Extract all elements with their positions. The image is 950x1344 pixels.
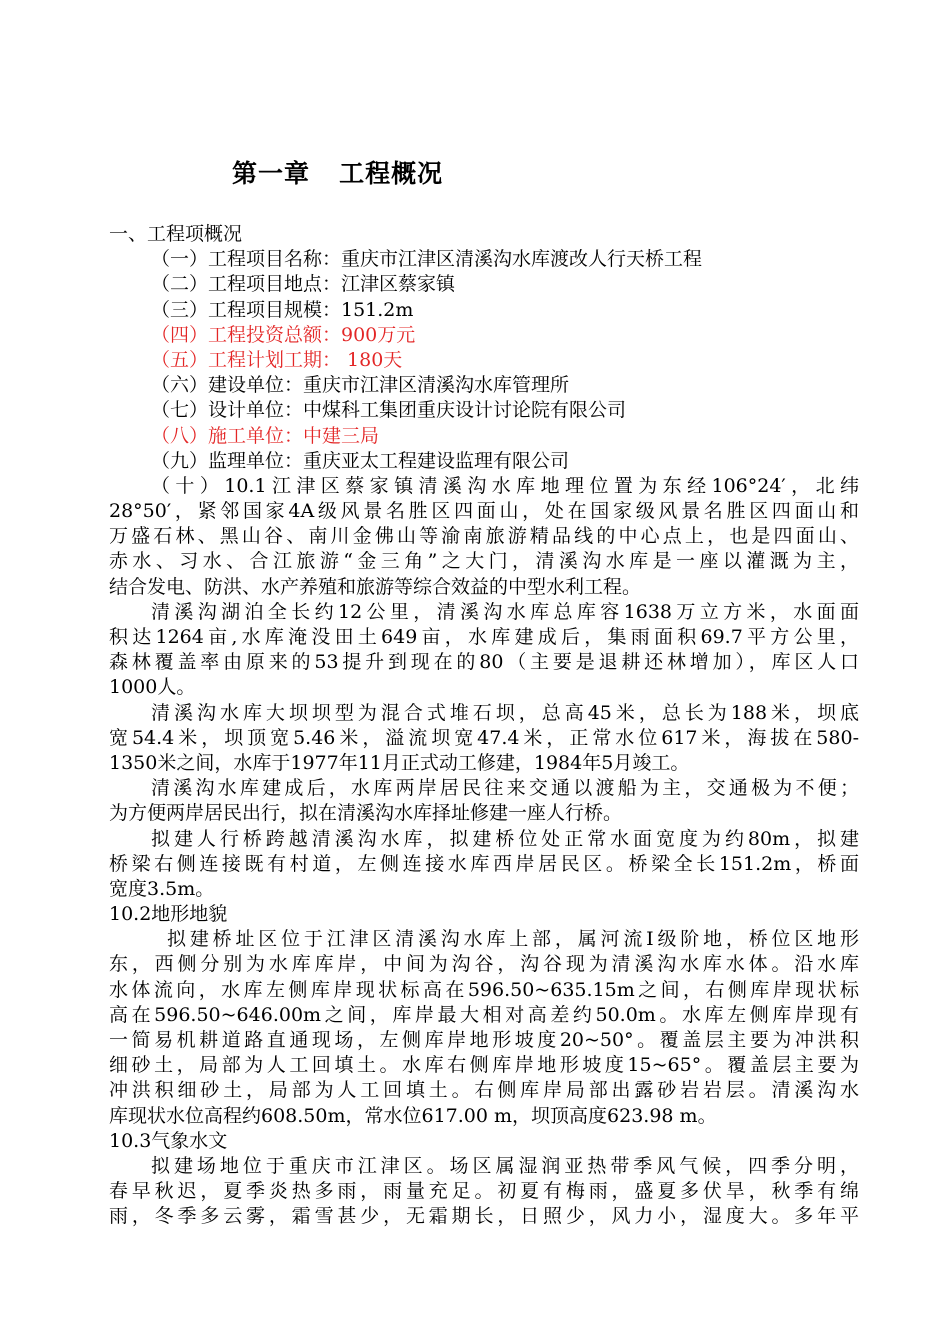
paragraph-line: 1000人。 [109, 676, 196, 699]
paragraph-line: 桥梁右侧连接既有村道，左侧连接水库西岸居民区。桥梁全长151.2m，桥面 [109, 852, 859, 875]
paragraph-line: 拟建桥址区位于江津区清溪沟水库上部，属河流Ⅰ级阶地，桥位区地形 [167, 928, 859, 951]
project-item-highlight: （四）工程投资总额：900万元 [151, 323, 416, 346]
subsection-heading-terrain: 10.2地形地貌 [109, 903, 228, 926]
paragraph-line: 春早秋迟，夏季炎热多雨，雨量充足。初夏有梅雨，盛夏多伏旱，秋季有绵 [109, 1180, 859, 1203]
project-item: （一）工程项目名称：重庆市江津区清溪沟水库渡改人行天桥工程 [151, 248, 703, 271]
project-item: （九）监理单位：重庆亚太工程建设监理有限公司 [151, 449, 570, 472]
project-item: （二）工程项目地点：江津区蔡家镇 [151, 273, 456, 296]
paragraph-line: 宽度3.5m。 [109, 877, 215, 900]
paragraph-line: 为方便两岸居民出行，拟在清溪沟水库择址修建一座人行桥。 [109, 802, 623, 825]
project-item: （六）建设单位：重庆市江津区清溪沟水库管理所 [151, 374, 570, 397]
paragraph-line: （十）10.1江津区蔡家镇清溪沟水库地理位置为东经106°24′，北纬 [151, 474, 859, 497]
chapter-title: 第一章 工程概况 [232, 159, 444, 188]
project-items [109, 247, 859, 474]
paragraph-line: 库现状水位高程约608.50m，常水位617.00 m，坝顶高度623.98 m。 [109, 1104, 717, 1127]
paragraph-location [109, 474, 859, 600]
project-item-highlight: （八）施工单位：中建三局 [151, 424, 380, 447]
paragraph-line: 结合发电、防洪、水产养殖和旅游等综合效益的中型水利工程。 [109, 575, 642, 598]
paragraph-line: 清溪沟水库建成后，水库两岸居民往来交通以渡船为主，交通极为不便； [151, 777, 859, 800]
paragraph-line: 拟建人行桥跨越清溪沟水库，拟建桥位处正常水面宽度为约80m，拟建 [151, 827, 859, 850]
subsection-heading-climate: 10.3气象水文 [109, 1129, 228, 1152]
document-body [109, 222, 859, 1230]
paragraph-terrain [109, 927, 859, 1129]
project-item: （七）设计单位：中煤科工集团重庆设计讨论院有限公司 [151, 399, 627, 422]
paragraph-line: 清溪沟湖泊全长约12公里，清溪沟水库总库容1638万立方米，水面面 [151, 600, 859, 623]
paragraph-lake [109, 600, 859, 701]
paragraph-line: 拟建场地位于重庆市江津区。场区属湿润亚热带季风气候，四季分明， [151, 1154, 859, 1177]
paragraph-line: 积达1264亩,水库淹没田土649亩，水库建成后，集雨面积69.7平方公里， [109, 626, 859, 648]
paragraph-line: 宽54.4米，坝顶宽5.46米，溢流坝宽47.4米，正常水位617米，海拔在580- [109, 726, 859, 749]
section-heading: 一、工程项概况 [109, 223, 243, 245]
paragraph-line: 高在596.50~646.00m之间，库岸最大相对高差约50.0m。水库左侧库岸现有 [109, 1003, 859, 1026]
project-item-highlight: （五）工程计划工期： 180天 [151, 348, 403, 371]
paragraph-bridge [109, 827, 859, 903]
paragraph-line: 细砂土，局部为人工回填土。水库右侧库岸地形坡度15~65°。覆盖层主要为 [109, 1054, 859, 1077]
paragraph-line: 万盛石林、黑山谷、南川金佛山等渝南旅游精品线的中心点上，也是四面山、 [109, 525, 859, 548]
paragraph-line: 1350米之间，水库于1977年11月正式动工修建，1984年5月竣工。 [109, 751, 690, 774]
paragraph-traffic [109, 776, 859, 826]
paragraph-line: 冲洪积细砂土，局部为人工回填土。右侧库岸局部出露砂岩岩层。清溪沟水 [109, 1079, 859, 1102]
paragraph-line: 雨，冬季多云雾，霜雪甚少，无霜期长，日照少，风力小，湿度大。多年平 [109, 1205, 859, 1228]
paragraph-line: 水体流向，水库左侧库岸现状标高在596.50~635.15m之间，右侧库岸现状标 [109, 978, 859, 1001]
paragraph-line: 一简易机耕道路直通现场，左侧库岸地形坡度20~50°。覆盖层主要为冲洪积 [109, 1029, 859, 1051]
paragraph-climate [109, 1154, 859, 1230]
paragraph-line: 赤水、习水、合江旅游“金三角”之大门，清溪沟水库是一座以灌溉为主， [109, 550, 859, 573]
paragraph-line: 森林覆盖率由原来的53提升到现在的80（主要是退耕还林增加），库区人口 [109, 651, 859, 674]
paragraph-line: 28°50′，紧邻国家4A级风景名胜区四面山，处在国家级风景名胜区四面山和 [109, 500, 859, 523]
paragraph-line: 东，西侧分别为水库库岸，中间为沟谷，沟谷现为清溪沟水库水体。沿水库 [109, 953, 859, 976]
project-item: （三）工程项目规模：151.2m [151, 298, 414, 321]
paragraph-line: 清溪沟水库大坝坝型为混合式堆石坝，总高45米，总长为188米，坝底 [151, 701, 859, 724]
paragraph-dam [109, 701, 859, 777]
